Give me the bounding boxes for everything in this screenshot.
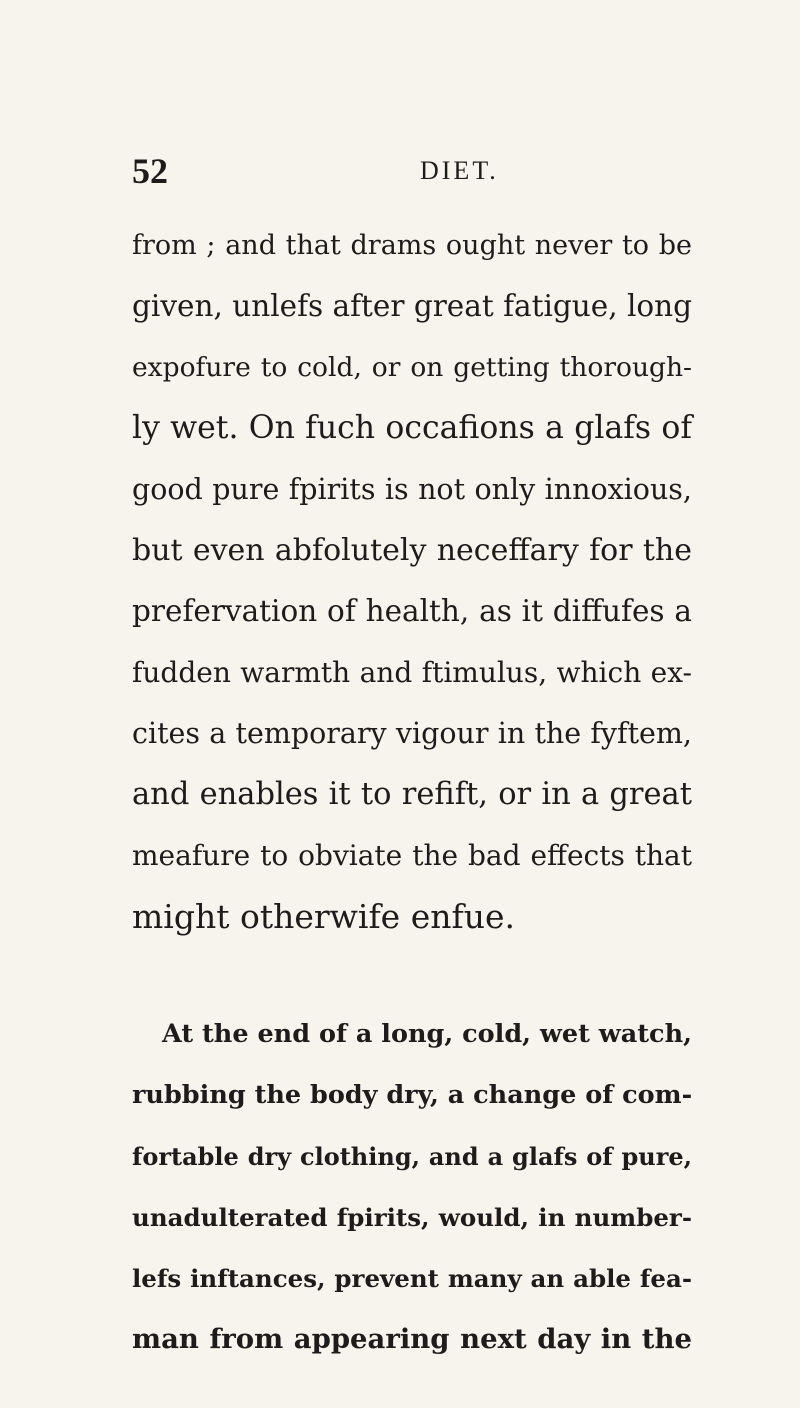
paragraph-1 (132, 215, 692, 947)
body-text (132, 215, 692, 1370)
text-line: unadulterated fpirits, would, in number- (132, 1203, 692, 1232)
text-line: man from appearing next day in the (132, 1323, 692, 1355)
text-line: from ; and that drams ought never to be (132, 230, 692, 261)
text-line: expofure to cold, or on getting thorough- (132, 352, 692, 383)
paragraph-2 (132, 1004, 692, 1370)
running-head (132, 150, 692, 190)
text-line: given, unlefs after great fatigue, long (132, 289, 693, 323)
text-line: meafure to obviate the bad effects that (132, 839, 692, 872)
text-line: and enables it to refift, or in a great (132, 777, 692, 812)
text-line: lefs inftances, prevent many an able fea- (132, 1264, 692, 1293)
text-line: fudden warmth and ftimulus, which ex- (132, 656, 692, 689)
text-line: rubbing the body dry, a change of com- (132, 1080, 693, 1110)
text-line: but even abfolutely neceffary for the (132, 533, 692, 568)
text-line: ly wet. On fuch occafions a glafs of (132, 410, 692, 446)
text-line: fortable dry clothing, and a glafs of pure, (132, 1142, 692, 1171)
page-number: 52 (132, 151, 168, 191)
paragraph-gap (132, 947, 692, 1004)
text-line: prefervation of health, as it diffufes a (132, 594, 692, 628)
text-line: At the end of a long, cold, wet watch, (162, 1019, 692, 1049)
text-line: might otherwife enfue. (132, 897, 515, 936)
text-line: cites a temporary vigour in the fyftem, (132, 717, 692, 750)
text-line: good pure fpirits is not only innoxious, (132, 473, 692, 506)
running-title: DIET. (420, 156, 499, 185)
